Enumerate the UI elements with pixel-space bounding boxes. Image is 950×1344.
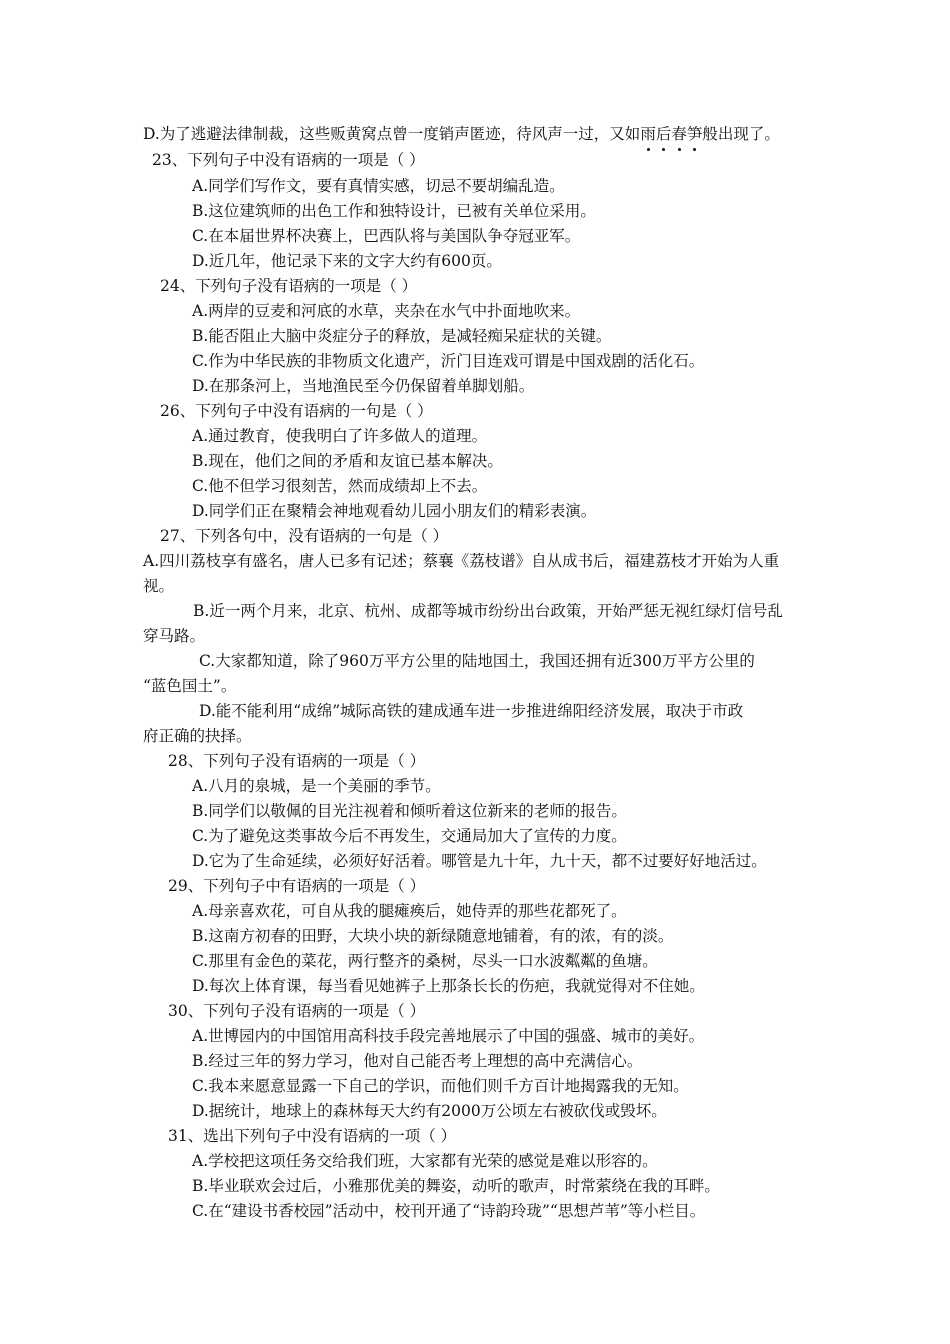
q28-option-c: C.为了避免这类事故今后不再发生，交通局加大了宣传的力度。 [192, 827, 627, 845]
q23-option-a: A.同学们写作文，要有真情实感，切忌不要胡编乱造。 [192, 177, 565, 195]
q22-option-d-text: D.为了逃避法律制裁，这些贩黄窝点曾一度销声匿迹，待风声一过，又如 [143, 125, 641, 143]
q24-option-c: C.作为中华民族的非物质文化遗产，沂门目连戏可谓是中国戏剧的活化石。 [192, 352, 705, 370]
emphasis-char: 春 [671, 125, 687, 143]
q27-option-b-cont: 穿马路。 [143, 627, 206, 645]
q27-option-a: A.四川荔枝享有盛名，唐人已多有记述；蔡襄《荔枝谱》自从成书后，福建荔枝才开始为人重 [143, 552, 780, 570]
q31-option-c: C.在“建设书香校园”活动中，校刊开通了“诗韵玲珑”“思想芦苇”等小栏目。 [192, 1202, 706, 1220]
q27-option-b: B.近一两个月来，北京、杭州、成都等城市纷纷出台政策，开始严惩无视红绿灯信号乱 [193, 602, 783, 620]
q29-option-c: C.那里有金色的菜花，两行整齐的桑树，尽头一口水波粼粼的鱼塘。 [192, 952, 658, 970]
q30-option-b: B.经过三年的努力学习，他对自己能否考上理想的高中充满信心。 [192, 1052, 643, 1070]
q27-stem: 27、下列各句中，没有语病的一句是（ ） [160, 527, 449, 545]
q26-option-c: C.他不但学习很刻苦，然而成绩却上不去。 [192, 477, 488, 495]
q24-option-b: B.能否阻止大脑中炎症分子的释放，是减轻痴呆症状的关键。 [192, 327, 612, 345]
q27-option-d: D.能不能利用“成绵”城际高铁的建成通车进一步推进绵阳经济发展，取决于市政 [199, 702, 744, 720]
q27-option-c: C.大家都知道，除了960万平方公里的陆地国土，我国还拥有近300万平方公里的 [199, 652, 755, 670]
q27-option-d-cont: 府正确的抉择。 [143, 727, 252, 745]
q30-option-a: A.世博园内的中国馆用高科技手段完善地展示了中国的强盛、城市的美好。 [192, 1027, 705, 1045]
q30-option-d: D.据统计，地球上的森林每天大约有2000万公顷左右被砍伐或毁坏。 [192, 1102, 667, 1120]
q24-stem: 24、下列句子没有语病的一项是（ ） [160, 277, 418, 295]
emphasis-char: 笋 [686, 125, 703, 143]
q31-option-a: A.学校把这项任务交给我们班，大家都有光荣的感觉是难以形容的。 [192, 1152, 658, 1170]
q30-stem: 30、下列句子没有语病的一项是（ ） [168, 1002, 426, 1020]
q22-option-d-tail: 般出现了。 [702, 125, 780, 143]
q28-stem: 28、下列句子没有语病的一项是（ ） [168, 752, 426, 770]
q30-option-c: C.我本来愿意显露一下自己的学识，而他们则千方百计地揭露我的无知。 [192, 1077, 689, 1095]
q29-stem: 29、下列句子中有语病的一项是（ ） [168, 877, 426, 895]
q29-option-d: D.每次上体育课，每当看见她裤子上那条长长的伤疤，我就觉得对不住她。 [192, 977, 705, 995]
q26-option-b: B.现在，他们之间的矛盾和友谊已基本解决。 [192, 452, 503, 470]
q26-stem: 26、下列句子中没有语病的一句是（ ） [160, 402, 433, 420]
q23-option-d: D.近几年，他记录下来的文字大约有600页。 [192, 252, 502, 270]
emphasis-char: 后 [655, 125, 672, 143]
q29-option-b: B.这南方初春的田野，大块小块的新绿随意地铺着，有的浓，有的淡。 [192, 927, 674, 945]
q27-option-a-cont: 视。 [143, 577, 175, 595]
q29-option-a: A.母亲喜欢花，可自从我的腿瘫痪后，她侍弄的那些花都死了。 [192, 902, 627, 920]
q23-option-c: C.在本届世界杯决赛上，巴西队将与美国队争夺冠亚军。 [192, 227, 581, 245]
emphasis-char: 雨 [640, 125, 656, 143]
q24-option-d: D.在那条河上，当地渔民至今仍保留着单脚划船。 [192, 377, 535, 395]
q27-option-c-cont: “蓝色国土”。 [143, 677, 237, 695]
q28-option-d: D.它为了生命延续，必须好好活着。哪管是九十年，九十天，都不过要好好地活过。 [192, 852, 767, 870]
q26-option-d: D.同学们正在聚精会神地观看幼儿园小朋友们的精彩表演。 [192, 502, 597, 520]
emphasized-idiom [640, 125, 702, 143]
q23-stem: 23、下列句子中没有语病的一项是（ ） [152, 151, 425, 169]
q28-option-a: A.八月的泉城，是一个美丽的季节。 [192, 777, 441, 795]
q26-option-a: A.通过教育，使我明白了许多做人的道理。 [192, 427, 488, 445]
q24-option-a: A.两岸的豆麦和河底的水草，夹杂在水气中扑面地吹来。 [192, 302, 581, 320]
q28-option-b: B.同学们以敬佩的目光注视着和倾听着这位新来的老师的报告。 [192, 802, 627, 820]
q31-option-b: B.毕业联欢会过后，小雅那优美的舞姿，动听的歌声，时常萦绕在我的耳畔。 [192, 1177, 720, 1195]
q23-option-b: B.这位建筑师的出色工作和独特设计，已被有关单位采用。 [192, 202, 596, 220]
q31-stem: 31、选出下列句子中没有语病的一项（ ） [168, 1127, 457, 1145]
q22-option-d [143, 124, 780, 144]
